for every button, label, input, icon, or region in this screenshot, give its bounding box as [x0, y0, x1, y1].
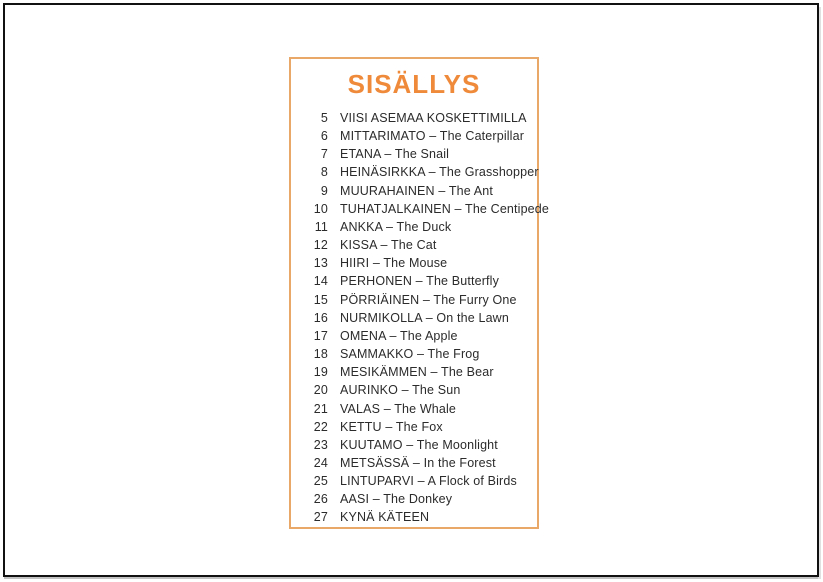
toc-entry-label: SAMMAKKO – The Frog — [340, 347, 480, 362]
toc-entry-label: MESIKÄMMEN – The Bear — [340, 365, 494, 380]
toc-row — [291, 200, 549, 218]
toc-entry-label: LINTUPARVI – A Flock of Birds — [340, 474, 517, 489]
toc-entry-label: AASI – The Donkey — [340, 492, 453, 507]
toc-entry-label: OMENA – The Apple — [340, 328, 458, 343]
toc-row — [291, 508, 537, 526]
toc-entry-label: MITTARIMATO – The Caterpillar — [340, 129, 525, 144]
toc-page-number: 24 — [313, 455, 328, 470]
toc-page-number: 20 — [313, 383, 328, 398]
toc-entry-label: MUURAHAINEN – The Ant — [340, 183, 493, 198]
toc-page-number: 7 — [320, 147, 328, 162]
toc-page-number: 16 — [313, 310, 328, 325]
toc-entry-label: TUHATJALKAINEN – The Centipede — [340, 201, 549, 216]
toc-entry-label: KETTU – The Fox — [340, 419, 443, 434]
toc-entry-label: NURMIKOLLA – On the Lawn — [340, 310, 509, 325]
toc-row — [291, 436, 537, 454]
toc-page-number: 18 — [313, 347, 328, 362]
toc-page-number: 26 — [313, 492, 328, 507]
toc-row — [291, 490, 537, 508]
toc-entry-label: PERHONEN – The Butterfly — [340, 274, 499, 289]
toc-title: SISÄLLYS — [347, 69, 481, 99]
toc-entry-label: KUUTAMO – The Moonlight — [340, 437, 498, 452]
toc-row — [291, 381, 537, 399]
toc-row — [291, 418, 537, 436]
toc-list — [291, 109, 549, 527]
toc-row — [291, 309, 537, 327]
toc-row — [291, 454, 537, 472]
toc-page-number: 11 — [314, 219, 328, 234]
toc-page-number: 25 — [313, 474, 328, 489]
toc-entry-label: ANKKA – The Duck — [340, 219, 452, 234]
toc-page-number: 17 — [313, 328, 328, 343]
toc-page-number: 8 — [320, 165, 328, 180]
toc-row — [291, 254, 537, 272]
toc-box — [289, 57, 549, 529]
toc-page-number: 15 — [313, 292, 328, 307]
toc-entry-label: KISSA – The Cat — [340, 238, 437, 253]
toc-row — [291, 127, 537, 145]
toc-entry-label: AURINKO – The Sun — [340, 383, 461, 398]
toc-row — [291, 163, 537, 181]
toc-page-number: 23 — [313, 437, 328, 452]
toc-entry-label: HEINÄSIRKKA – The Grasshopper — [340, 165, 539, 180]
toc-row — [291, 327, 537, 345]
toc-entry-label: HIIRI – The Mouse — [340, 256, 448, 271]
page-frame — [3, 3, 819, 577]
toc-row — [291, 272, 537, 290]
toc-page-number: 22 — [313, 419, 328, 434]
toc-row — [291, 472, 537, 490]
toc-row — [291, 236, 537, 254]
toc-page-number: 9 — [320, 183, 328, 198]
toc-page-number: 19 — [313, 365, 328, 380]
toc-page-number: 13 — [313, 256, 328, 271]
toc-row — [291, 345, 537, 363]
toc-page-number: 21 — [313, 401, 328, 416]
toc-page-number: 5 — [320, 111, 328, 125]
toc-entry-label: ETANA – The Snail — [340, 147, 450, 162]
toc-row — [291, 291, 537, 309]
toc-page-number: 6 — [320, 129, 328, 144]
toc-entry-label: VALAS – The Whale — [340, 401, 457, 416]
toc-entry-label: VIISI ASEMAA KOSKETTIMILLA — [340, 111, 527, 125]
toc-row — [291, 363, 537, 381]
toc-row — [291, 182, 537, 200]
toc-row — [291, 109, 537, 127]
toc-entry-label: KYNÄ KÄTEEN — [340, 510, 430, 525]
toc-page-number: 10 — [313, 201, 328, 216]
toc-page-number: 27 — [313, 510, 328, 525]
toc-page-number: 12 — [313, 238, 328, 253]
toc-entry-label: METSÄSSÄ – In the Forest — [340, 455, 496, 470]
toc-page-number: 14 — [313, 274, 328, 289]
toc-row — [291, 400, 537, 418]
toc-row — [291, 145, 537, 163]
toc-row — [291, 218, 537, 236]
toc-entry-label: PÖRRIÄINEN – The Furry One — [340, 292, 517, 307]
